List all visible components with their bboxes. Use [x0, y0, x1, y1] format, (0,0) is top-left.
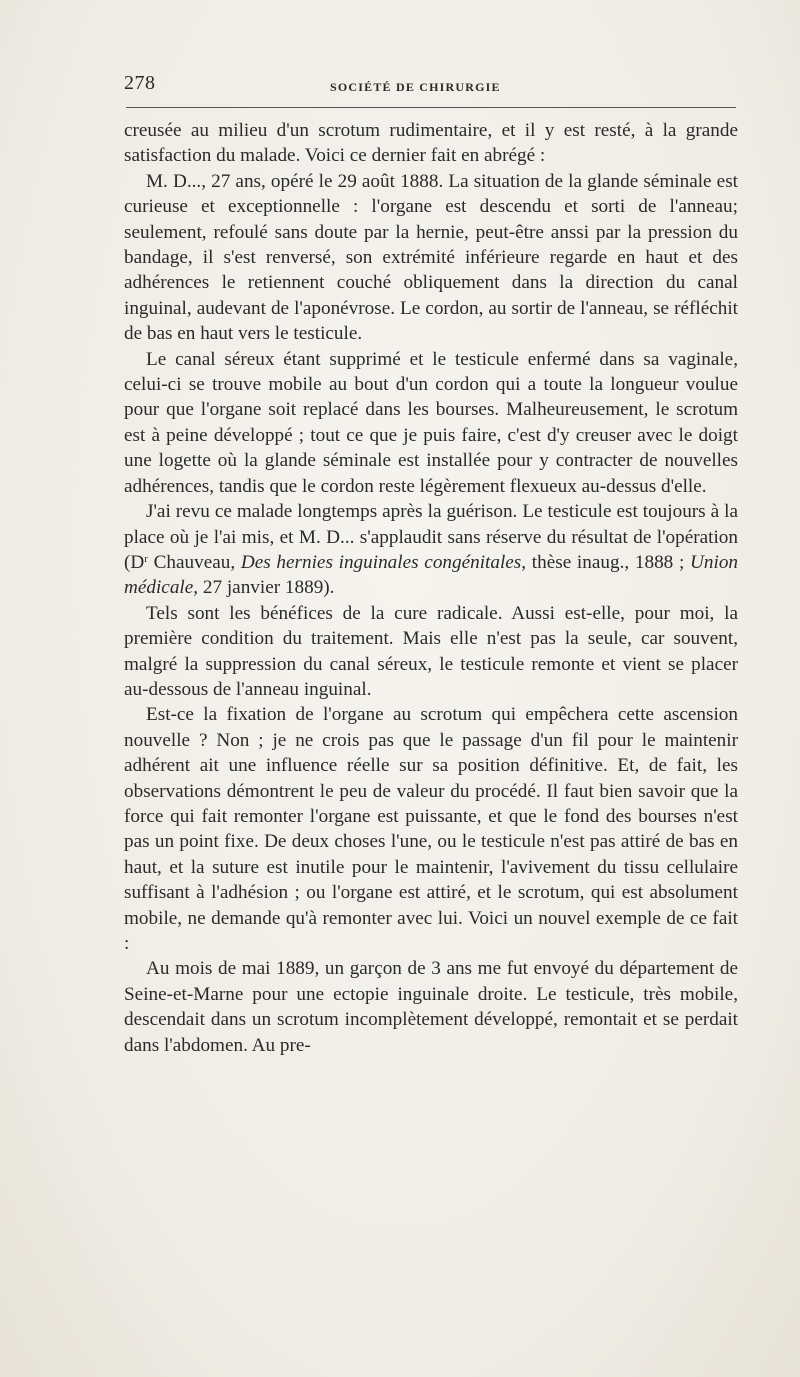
paragraph-4 — [124, 499, 738, 601]
paragraph-1: creusée au milieu d'un scrotum rudimentaire, et il y est resté, à la grande satisfaction du malade. Voici ce dernier fait en abrégé : — [124, 120, 738, 167]
citation-thesis-title: Des hernies inguinales congénitales — [240, 551, 522, 573]
running-head: SOCIÉTÉ DE CHIRURGIE — [330, 80, 501, 94]
paragraph-3: Le canal séreux étant supprimé et le testicule enfermé dans sa vaginale, celui-ci se trouve mobile au bout d'un cordon qui a toute la longueur voulue pour que l'organe soit replacé dans les bourses. Malheureusement, le scrotum est à peine développé ; tout ce que je puis faire, c'est d'y creuser avec le doigt une logette où la glande séminale est installée pour y contracter de nouvelles adhérences, tandis que le cordon reste légèrement flexueux au-dessus d'elle. — [124, 348, 738, 497]
paragraph-7: Au mois de mai 1889, un garçon de 3 ans me fut envoyé du département de Seine-et-Marne pour une ectopie inguinale droite. Le testicule, très mobile, descendait dans un scrotum incomplètement développé, remontait et se perdait dans l'abdomen. Au pre- — [124, 958, 738, 1056]
page-number: 278 — [124, 72, 156, 94]
paragraph-2: M. D..., 27 ans, opéré le 29 août 1888. La situation de la glande séminale est curieuse et exceptionnelle : l'organe est descendu et sorti de l'anneau; seulement, refoulé sans doute par la hernie, peut-être anssi par la pression du bandage, il s'est renversé, son extrémité inférieure regarde en haut et des adhérences le retiennent couché obliquement dans la direction du canal inguinal, audevant de l'aponévrose. Le cordon, au sortir de l'anneau, se réfléchit de bas en haut vers le testicule. — [124, 170, 738, 345]
paragraph-5: Tels sont les bénéfices de la cure radicale. Aussi est-elle, pour moi, la première condition du traitement. Mais elle n'est pas la seule, car souvent, malgré la suppression du canal séreux, le testicule remonte et vient se placer au-dessous de l'anneau inguinal. — [124, 602, 738, 700]
citation-journal-title: Union médicale — [124, 551, 738, 599]
header-rule — [126, 107, 736, 108]
paragraph-4-part-b: Chauveau, — [147, 551, 241, 573]
body-text — [124, 118, 738, 1058]
paragraph-4-part-a: J'ai revu ce malade longtemps après la guérison. Le testicule est toujours à la place où je l'ai mis, et M. D... s'applaudit sans réserve du résultat de l'opération (D — [124, 501, 738, 573]
paragraph-4-superscript: r — [144, 552, 148, 565]
paragraph-6: Est-ce la fixation de l'organe au scrotum qui empêchera cette ascension nouvelle ? Non ; je ne crois pas que le passage d'un fil pour le maintenir adhérent ait une influence réelle sur sa position définitive. Et, de fait, les observations démontrent le peu de valeur du procédé. Il faut bien savoir que la force qui fait remonter l'organe est puissante, et que le fond des bourses n'est pas un point fixe. De deux choses l'une, ou le testicule n'est pas attiré de bas en haut, et la suture est inutile pour le maintenir, l'avivement du tissu cellulaire suffisant à l'adhésion ; ou l'organe est attiré, et le scrotum, qui est absolument mobile, ne demande qu'à remonter avec lui. Voici un nouvel exemple de ce fait : — [124, 704, 738, 954]
paragraph-4-part-c: , thèse inaug., 1888 ; — [521, 551, 691, 573]
page-header — [124, 70, 736, 110]
paragraph-4-part-d: , 27 janvier 1889). — [193, 577, 335, 599]
